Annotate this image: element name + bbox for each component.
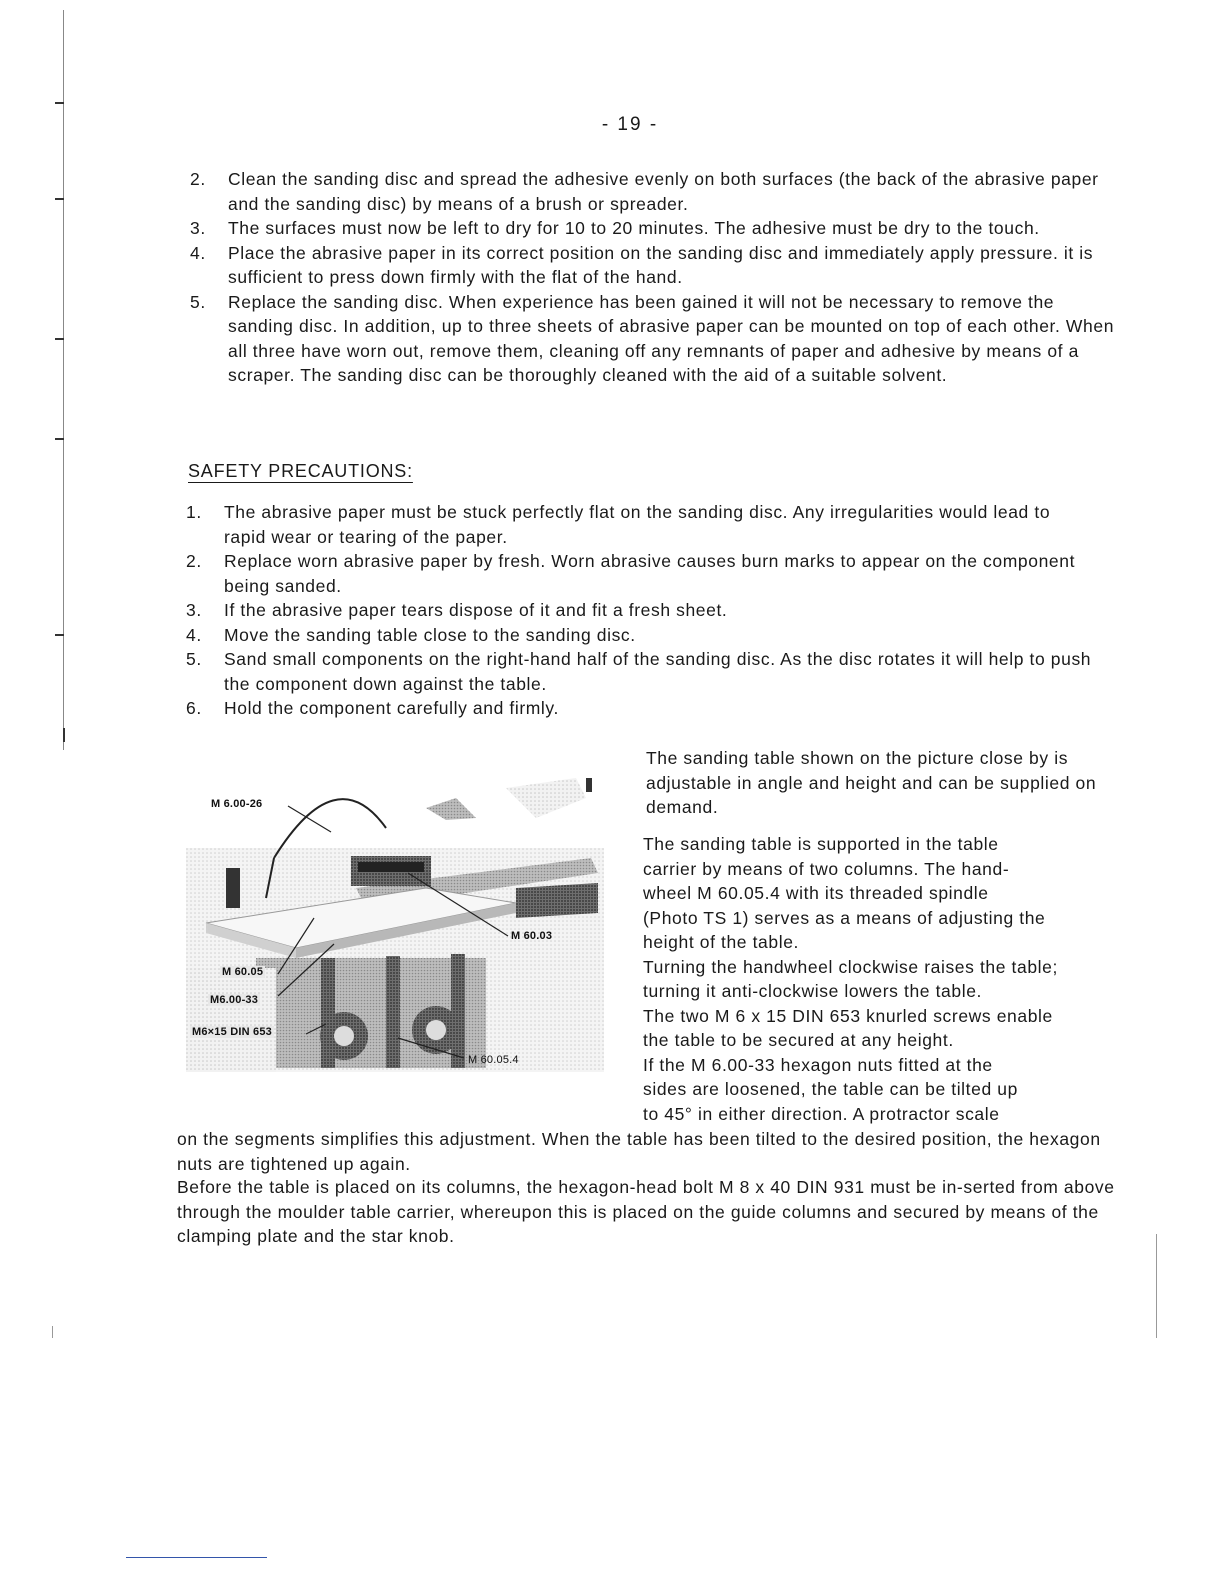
- margin-tick: [55, 102, 64, 104]
- footer-rule: [126, 1557, 267, 1558]
- safety-list: [186, 500, 1096, 721]
- label-m60-05-4: M 60.05.4: [468, 1054, 519, 1066]
- text-line: Turning the handwheel clockwise raises the table;: [643, 956, 1058, 977]
- margin-line: [63, 10, 64, 750]
- margin-mark-bottom: [52, 1326, 53, 1338]
- label-m6-00-33: M6.00-33: [210, 994, 259, 1006]
- margin-tick: [55, 338, 64, 340]
- text-line: the table to be secured at any height.: [643, 1030, 954, 1050]
- list-item: 2. Clean the sanding disc and spread the adhesive evenly on both surfaces (the back of the abrasive paper and the sanding disc) by means of a brush or spreader.: [190, 169, 1099, 214]
- list-item: 3. The surfaces must now be left to dry for 10 to 20 minutes. The adhesive must be dry to the touch.: [190, 218, 1040, 238]
- list-item: 3. If the abrasive paper tears dispose of it and fit a fresh sheet.: [186, 600, 728, 620]
- label-m60-05: M 60.05: [222, 966, 264, 978]
- margin-tick: [55, 438, 64, 440]
- paragraph-table-support: [643, 832, 1123, 1126]
- safety-heading: SAFETY PRECAUTIONS:: [188, 461, 413, 481]
- procedure-steps: [190, 167, 1120, 388]
- list-item: 5. Replace the sanding disc. When experience has been gained it will not be necessary to remove the sanding disc. In addition, up to three sheets of abrasive paper can be mounted on top of each other. When all three have worn out, remove them, cleaning off any remnants of paper and adhesive by means of a scraper. The sanding disc can be thoroughly cleaned with the aid of a suitable solvent.: [190, 291, 1115, 385]
- text-line: (Photo TS 1) serves as a means of adjusting the: [643, 907, 1046, 928]
- paragraph-column-mounting: Before the table is placed on its columns, the hexagon-head bolt M 8 x 40 DIN 931 must be in-serted from above through the moulder table carrier, whereupon this is placed on the guide columns and secured by means of the clamping plate and the star knob.: [177, 1177, 1115, 1246]
- list-item: 1. The abrasive paper must be stuck perfectly flat on the sanding disc. Any irregularities would lead to rapid wear or tearing of the paper.: [186, 502, 1051, 547]
- margin-tick: [55, 634, 64, 636]
- text-line: carrier by means of two columns. The hand-: [643, 858, 1010, 879]
- margin-tick: [55, 198, 64, 200]
- sanding-table-photo: [186, 768, 604, 1072]
- text-line: turning it anti-clockwise lowers the table.: [643, 981, 982, 1001]
- label-m6x15-din653: M6×15 DIN 653: [192, 1026, 272, 1038]
- list-item: 5. Sand small components on the right-hand half of the sanding disc. As the disc rotates it will help to push the component down against the table.: [186, 649, 1092, 694]
- text-line: sides are loosened, the table can be tilted up: [643, 1079, 1018, 1099]
- paragraph-sanding-table-intro: The sanding table shown on the picture close by is adjustable in angle and height and can be supplied on demand.: [646, 748, 1097, 817]
- list-item: 6. Hold the component carefully and firmly.: [186, 698, 559, 718]
- list-item: 4. Place the abrasive paper in its correct position on the sanding disc and immediately apply pressure. it is sufficient to press down firmly with the flat of the hand.: [190, 242, 1094, 287]
- list-item: 4. Move the sanding table close to the sanding disc.: [186, 624, 636, 645]
- text-line: If the M 6.00-33 hexagon nuts fitted at the: [643, 1054, 993, 1075]
- text-line: height of the table.: [643, 932, 799, 952]
- page-number: - 19 -: [601, 114, 659, 135]
- text-line: The sanding table is supported in the table: [643, 834, 999, 854]
- text-line: The two M 6 x 15 DIN 653 knurled screws enable: [643, 1005, 1053, 1026]
- margin-tick: [63, 728, 65, 742]
- text-line: to 45° in either direction. A protractor scale: [643, 1103, 1000, 1124]
- list-item: 2. Replace worn abrasive paper by fresh. Worn abrasive causes burn marks to appear on the component being sanded.: [186, 551, 1076, 596]
- right-margin-line: [1156, 1234, 1157, 1338]
- label-m60-03: M 60.03: [511, 930, 553, 942]
- text-line: wheel M 60.05.4 with its threaded spindle: [643, 883, 989, 903]
- label-m6-00-26: M 6.00-26: [211, 798, 263, 810]
- paragraph-protractor: on the segments simplifies this adjustment. When the table has been tilted to the desired position, the hexagon nuts are tightened up again.: [177, 1129, 1101, 1174]
